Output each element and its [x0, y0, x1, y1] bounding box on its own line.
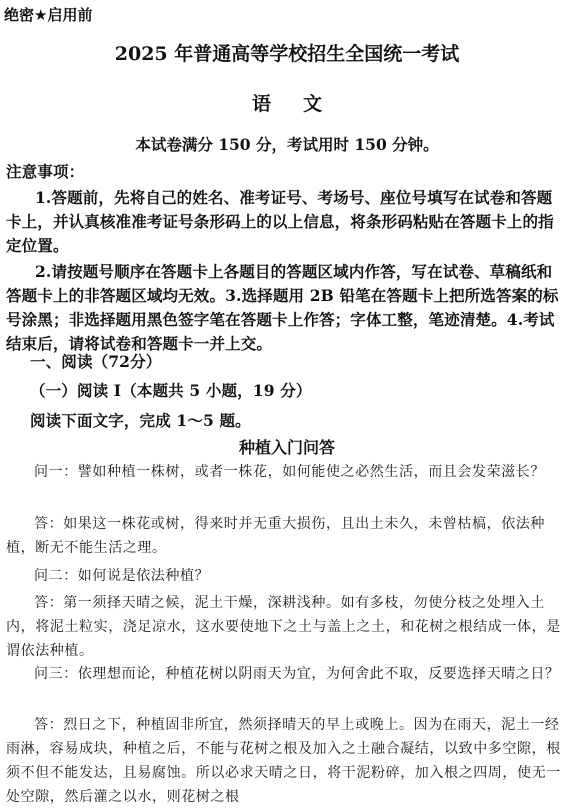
article-title: 种植入门问答	[238, 438, 335, 457]
score-info: 本试卷满分 150 分，考试用时 150 分钟。	[135, 135, 439, 154]
notice-item-2: 2.请按题号顺序在答题卡上各题目的答题区域内作答，写在试卷、草稿纸和答题卡上的非答题区域均无效。3.选择题用 2B 铅笔在答题卡上把所选答案的标号涂黑；非选择题用黑色签字笔在答题卡上作答；字体工整，笔迹清楚。4.考试结束后，请将试卷和答题卡一并上交。	[6, 262, 559, 353]
answer-3: 答：烈日之下，种植固非所宜，然须择晴天的早上或晚上。因为在雨天，泥土一经雨淋，容易成块，种植之后，不能与花树之根及加入之土融合凝结，以致中多空隙，根须不但不能发达，且易腐蚀。所以必求天晴之日，将干泥粉碎，加入根之四周，使无一处空隙，然后灌之以水，则花树之根	[6, 717, 561, 805]
subject-title: 语文	[251, 93, 354, 115]
exam-title: 2025 年普通高等学校招生全国统一考试	[114, 43, 460, 65]
notice-heading: 注意事项：	[6, 162, 85, 181]
question-3: 问三：依理想而论，种植花树以阴雨天为宜，为何舍此不取，反要选择天晴之日？	[34, 666, 560, 682]
section-heading: 一、阅读（72分）	[30, 352, 162, 371]
question-1: 问一：譬如种植一株树，或者一株花，如何能使之必然生活，而且会发荣滋长？	[34, 464, 545, 480]
confidential-label: 绝密★启用前	[4, 6, 93, 24]
answer-1: 答：如果这一株花或树，得来时并无重大损伤，且出土未久，未曾枯槁，依法种植，断无不能生活之理。	[6, 516, 545, 556]
notice-item-1: 1.答题前，先将自己的姓名、准考证号、考场号、座位号填写在试卷和答题卡上，并认真核准准考证号条形码上的以上信息，将条形码粘贴在答题卡上的指定位置。	[6, 188, 554, 255]
answer-2: 答：第一须择天晴之候，泥土干燥，深耕浅种。如有多枝，勿使分枝之处埋入土内，将泥土粒实，浇足凉水，这水要使地下之土与盖上之土，和花树之根结成一体，是谓依法种植。	[6, 595, 561, 659]
question-2: 问二：如何说是依法种植？	[34, 568, 210, 584]
reading-instruction: 阅读下面文字，完成 1～5 题。	[30, 411, 251, 430]
subsection-heading: （一）阅读 I（本题共 5 小题，19 分）	[30, 381, 312, 400]
